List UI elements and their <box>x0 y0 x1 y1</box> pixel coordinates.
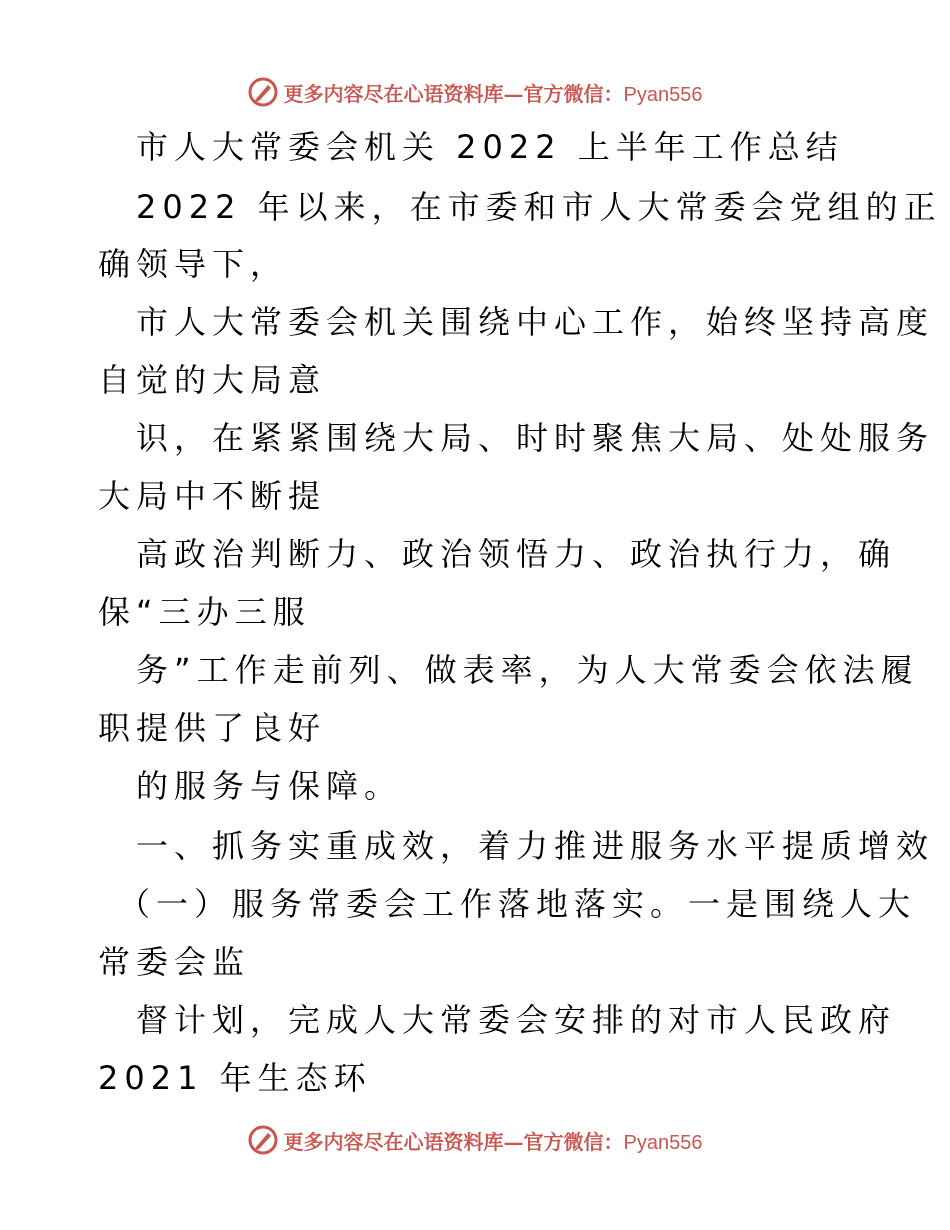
watermark-banner-bottom <box>0 1120 950 1160</box>
pen-logo-icon <box>248 77 278 107</box>
section-heading: 一、抓务实重成效，着力推进服务水平提质增效 <box>136 827 935 865</box>
paragraph-line: 职提供了良好 <box>98 709 327 747</box>
paragraph-line: 务”工作走前列、做表率，为人大常委会依法履 <box>136 651 919 689</box>
paragraph-line: 高政治判断力、政治领悟力、政治执行力，确 <box>136 535 897 573</box>
subsection-heading: （一）服务常委会工作落地落实。一是围绕人大 <box>118 885 917 923</box>
paragraph-line: 识，在紧紧围绕大局、时时聚焦大局、处处服务 <box>136 419 935 457</box>
paragraph-line: 大局中不断提 <box>98 477 327 515</box>
paragraph-line: 常委会监 <box>98 943 251 981</box>
paragraph-line: 自觉的大局意 <box>98 361 327 399</box>
paragraph-line: 2021 年生态环 <box>98 1059 372 1097</box>
paragraph-line: 2022 年以来，在市委和市人大常委会党组的正 <box>136 188 942 226</box>
watermark-text: 更多内容尽在心语资料库—官方微信：Pyan556 <box>283 1129 703 1154</box>
paragraph-line: 市人大常委会机关围绕中心工作，始终坚持高度 <box>136 303 935 341</box>
pen-logo-icon <box>248 1125 278 1155</box>
watermark-text: 更多内容尽在心语资料库—官方微信：Pyan556 <box>283 81 703 106</box>
watermark-banner-top <box>0 72 950 112</box>
paragraph-line: 的服务与保障。 <box>136 767 403 805</box>
paragraph-line: 督计划，完成人大常委会安排的对市人民政府 <box>136 1001 897 1039</box>
paragraph-line: 保“三办三服 <box>98 593 311 631</box>
doc-title: 市人大常委会机关 2022 上半年工作总结 <box>136 128 844 166</box>
paragraph-line: 确领导下， <box>98 245 289 283</box>
